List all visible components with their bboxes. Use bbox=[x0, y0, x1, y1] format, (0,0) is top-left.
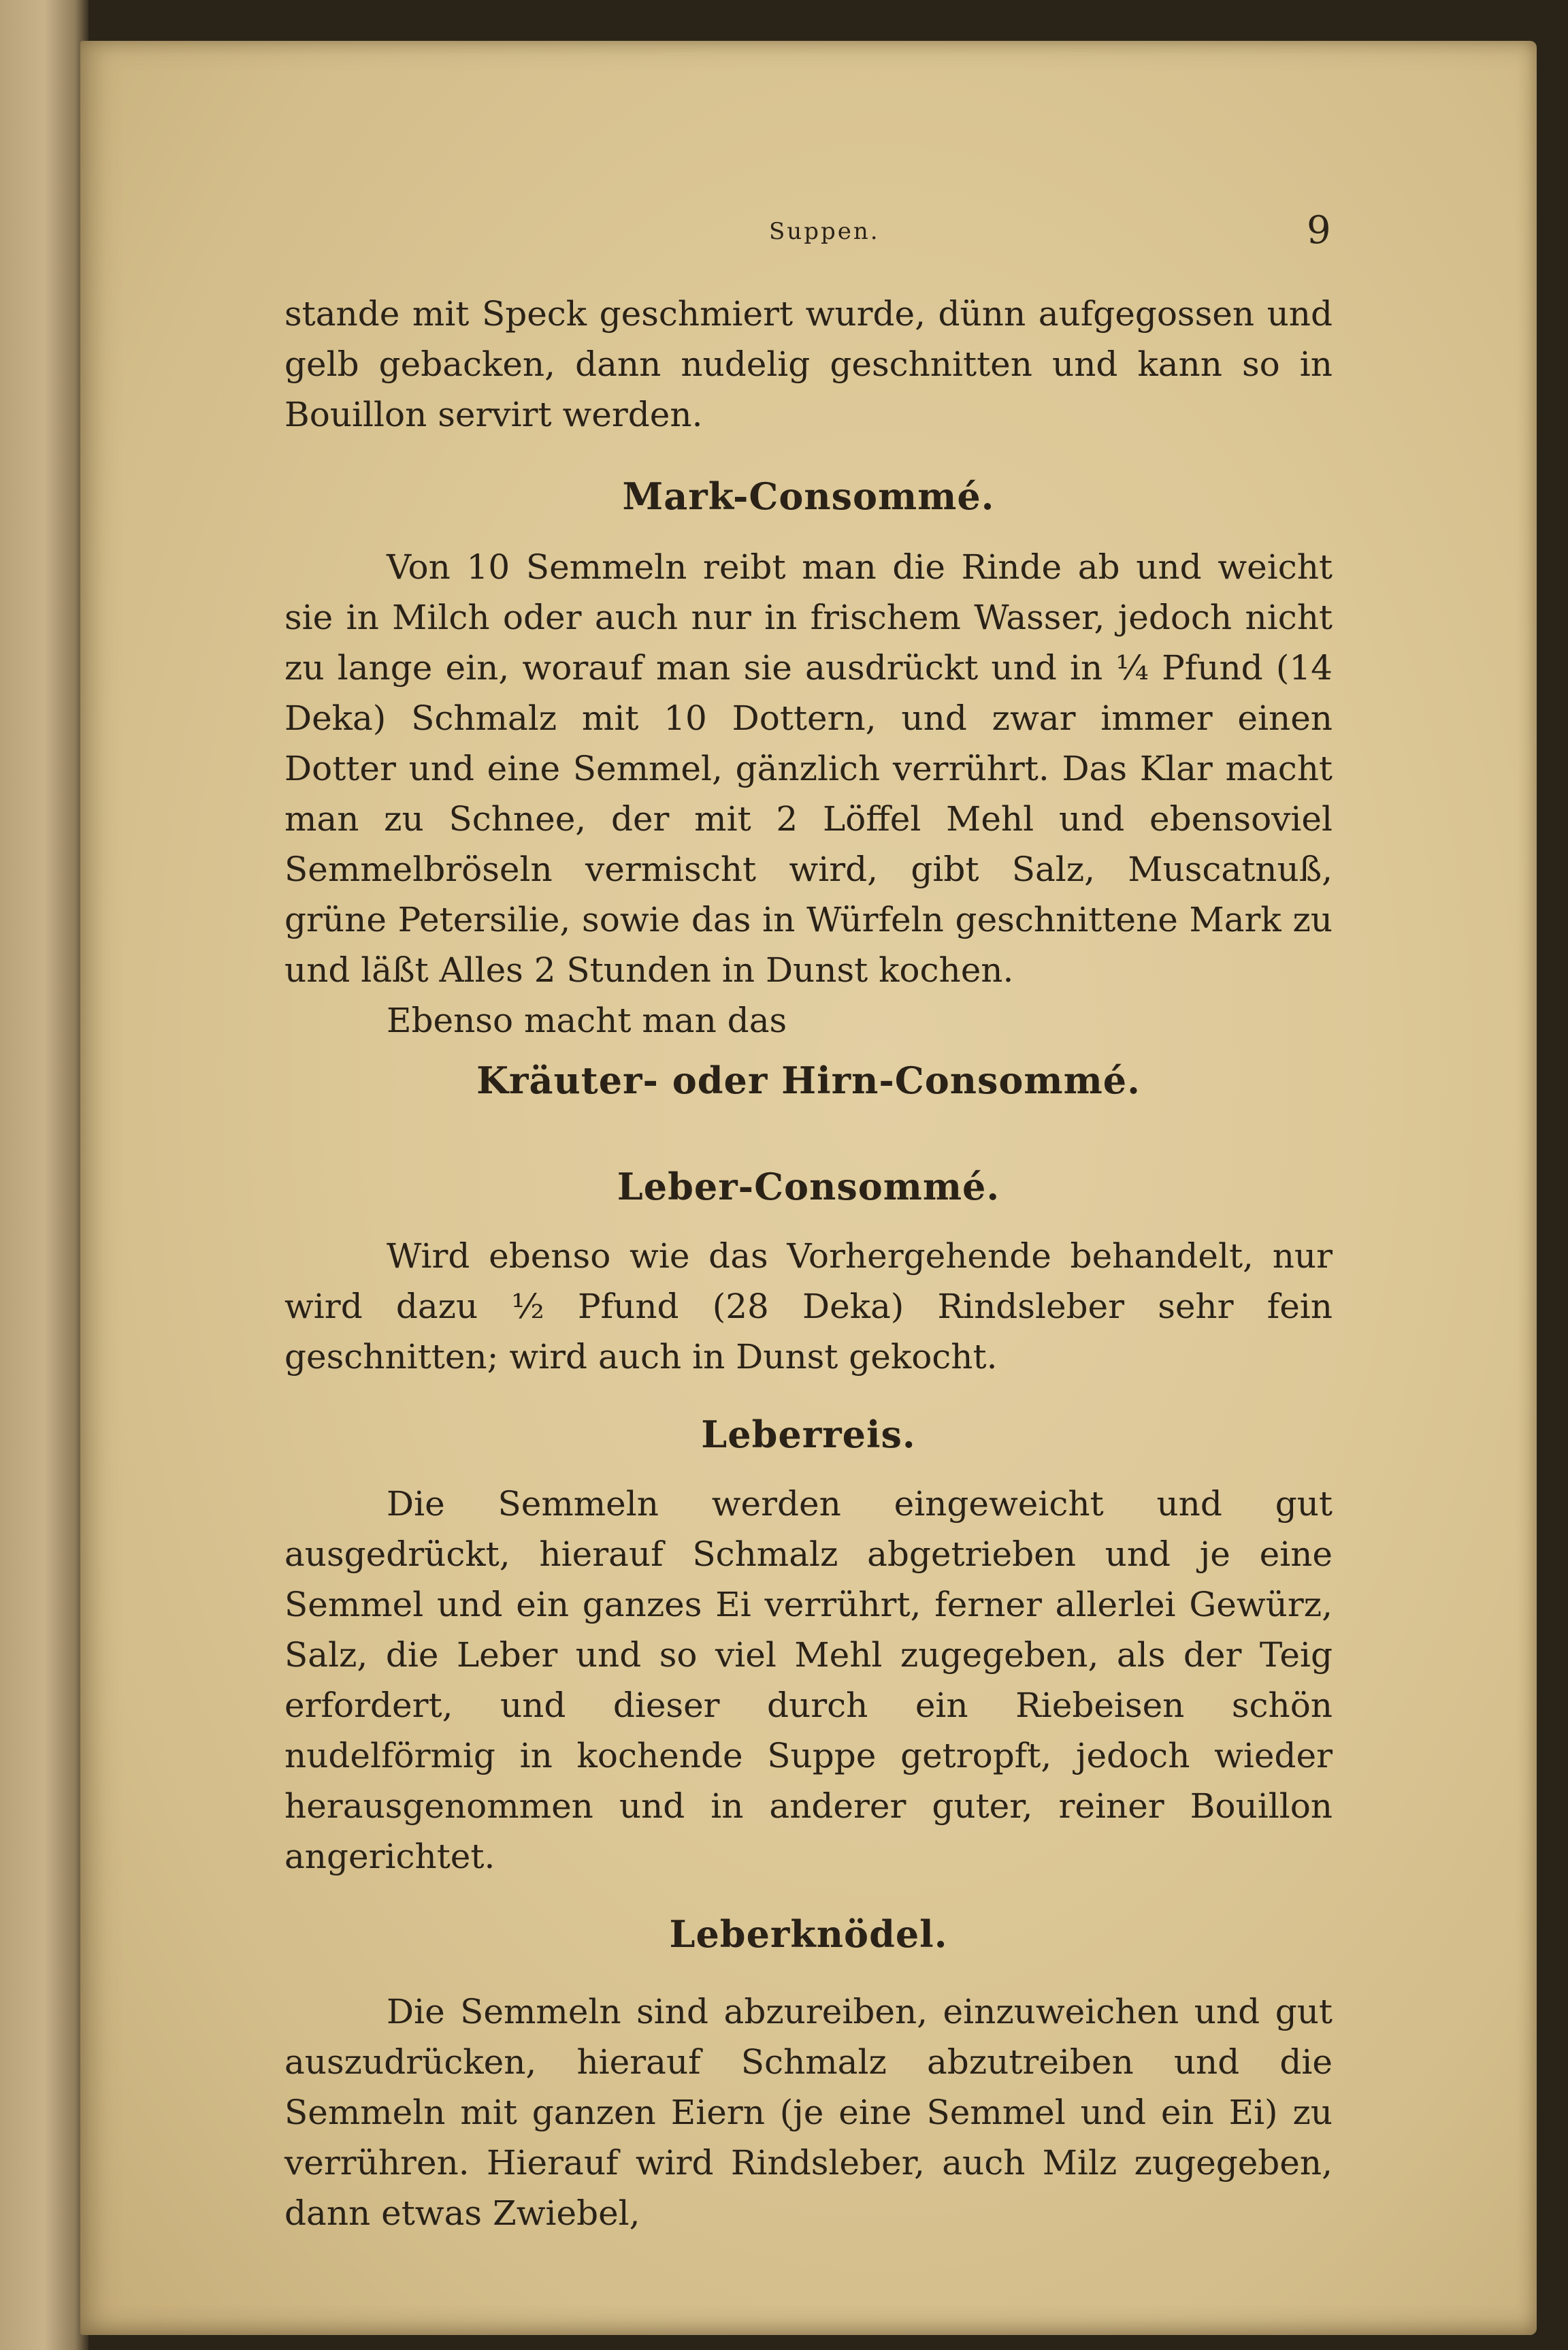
paragraph-ebenso: Ebenso macht man das bbox=[387, 1001, 787, 1040]
section-heading-leber-consomme: Leber-Consommé. bbox=[617, 1165, 1000, 1208]
intro-paragraph: stande mit Speck geschmiert wurde, dünn aufgegossen und gelb gebacken, dann nudelig geschnitten und kann so in Bouillon servirt werden. bbox=[284, 294, 1333, 434]
running-header: Suppen. bbox=[769, 218, 880, 245]
paragraph-mark-consomme: Von 10 Semmeln reibt man die Rinde ab und weicht sie in Milch oder auch nur in frischem Wasser, jedoch nicht zu lange ein, worauf man sie ausdrückt und in ¼ Pfund (14 Deka) Schmalz mit 10 Dottern, und zwar immer einen Dotter und eine Semmel, gänzlich verrührt. Das Klar macht man zu Schnee, der mit 2 Löffel Mehl und ebensoviel Semmelbröseln vermischt wird, gibt Salz, Muscatnuß, grüne Petersilie, sowie das in Würfeln geschnittene Mark zu und läßt Alles 2 Stunden in Dunst kochen. bbox=[284, 547, 1333, 990]
section-heading-kraeuter-hirn-consomme: Kräuter- oder Hirn-Consommé. bbox=[476, 1059, 1141, 1102]
previous-page-edge bbox=[0, 0, 88, 2350]
paragraph-leber-consomme: Wird ebenso wie das Vorhergehende behandelt, nur wird dazu ½ Pfund (28 Deka) Rindsleber sehr fein geschnitten; wird auch in Dunst gekocht. bbox=[284, 1236, 1333, 1377]
paragraph-leberreis: Die Semmeln werden eingeweicht und gut ausgedrückt, hierauf Schmalz abgetrieben und je eine Semmel und ein ganzes Ei verrührt, ferner allerlei Gewürz, Salz, die Leber und so viel Mehl zugegeben, als der Teig erfordert, und dieser durch ein Riebeisen schön nudelförmig in kochende Suppe getropft, jedoch wieder herausgenommen und in anderer guter, reiner Bouillon angerichtet. bbox=[284, 1484, 1333, 1876]
section-heading-leberreis: Leberreis. bbox=[701, 1413, 916, 1456]
paragraph-leberknoedel: Die Semmeln sind abzureiben, einzuweichen und gut auszudrücken, hierauf Schmalz abzutreiben und die Semmeln mit ganzen Eiern (je eine Semmel und ein Ei) zu verrühren. Hierauf wird Rindsleber, auch Milz zugegeben, dann etwas Zwiebel, bbox=[284, 1992, 1333, 2233]
page-number: 9 bbox=[1307, 208, 1331, 253]
section-heading-mark-consomme: Mark-Consommé. bbox=[622, 474, 995, 518]
page-body bbox=[284, 289, 1333, 2238]
section-heading-leberknoedel: Leberknödel. bbox=[669, 1912, 948, 1956]
